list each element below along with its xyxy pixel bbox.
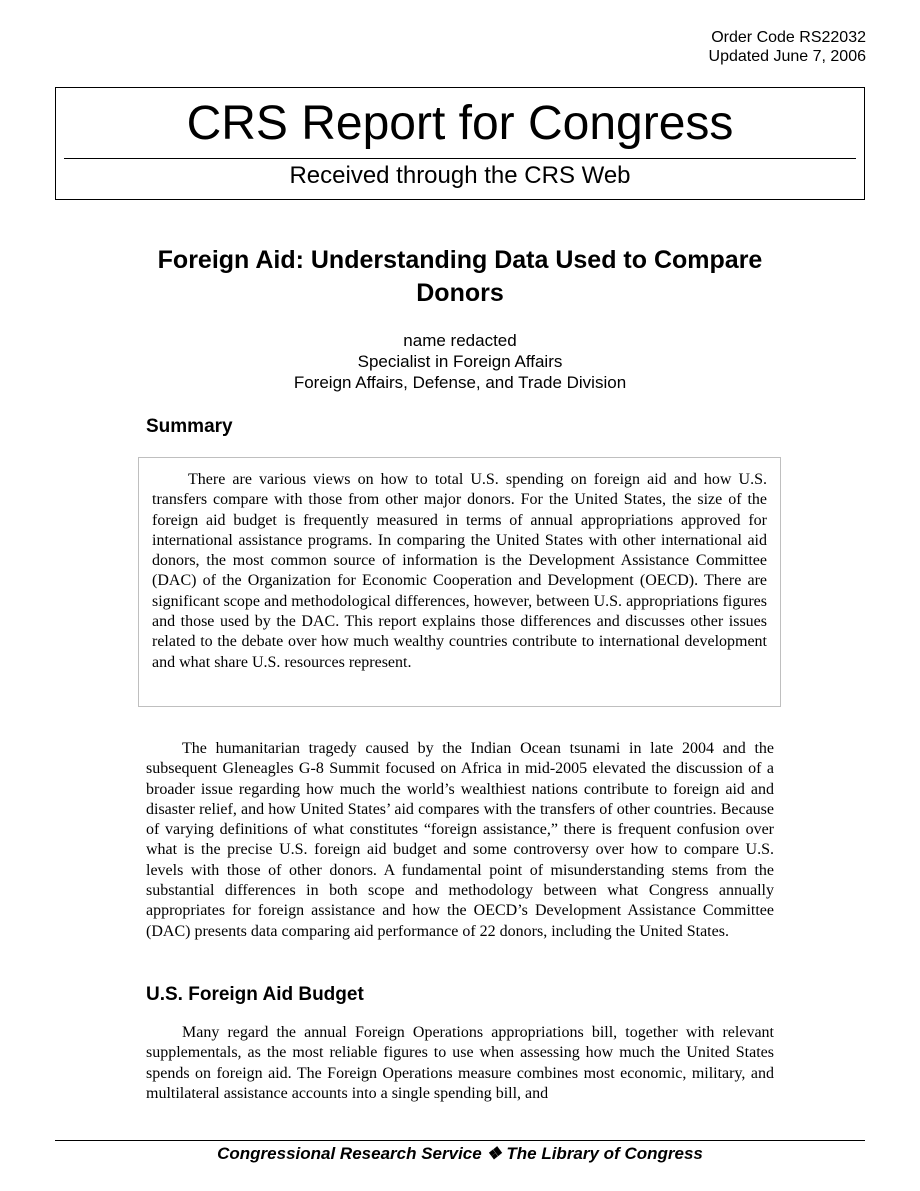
author-division: Foreign Affairs, Defense, and Trade Division bbox=[293, 373, 627, 392]
section-heading-budget: U.S. Foreign Aid Budget bbox=[146, 984, 364, 1005]
masthead-title: CRS Report for Congress bbox=[186, 97, 734, 150]
author-position: Specialist in Foreign Affairs bbox=[357, 352, 563, 371]
report-title: Foreign Aid: Understanding Data Used to Compare Donors bbox=[157, 246, 763, 307]
intro-paragraph: The humanitarian tragedy caused by the Indian Ocean tsunami in late 2004 and the subsequent Gleneagles G-8 Summit focused on Africa in mid-2005 elevated the discussion of a broader issue regarding how much the world’s wealthiest nations contribute to foreign aid and disaster relief, and how United States’ aid compares with the transfers of other countries. Because of varying definitions of what constitutes “foreign assistance,” there is frequent confusion over what is the precise U.S. foreign aid budget and some controversy over how to compare U.S. levels with those of other donors. A fundamental point of misunderstanding stems from the substantial differences in both scope and methodology between what Congress annually appropriates for foreign assistance and how the OECD’s Development Assistance Committee (DAC) presents data comparing aid performance of 22 donors, including the United States. bbox=[146, 740, 774, 940]
summary-box bbox=[138, 457, 781, 707]
author-block bbox=[120, 330, 800, 393]
footer-rule bbox=[55, 1140, 865, 1141]
summary-text: There are various views on how to total U.S. spending on foreign aid and how U.S. transfers compare with those from other major donors. For the United States, the size of the foreign aid budget is frequently measured in terms of annual appropriations approved for international assistance programs. In comparing the United States with other international aid donors, the most common source of information is the Development Assistance Committee (DAC) of the Organization for Economic Cooperation and Development (OECD). There are significant scope and methodological differences, however, between U.S. appropriations figures and those used by the DAC. This report explains those differences and discusses other issues related to the debate over how much wealthy countries contribute to international development and what share U.S. resources represent. bbox=[152, 471, 767, 671]
updated-date: Updated June 7, 2006 bbox=[708, 48, 866, 65]
budget-paragraph: Many regard the annual Foreign Operations appropriations bill, together with relevant supplementals, as the most reliable figures to use when assessing how much the United States spends on foreign aid. The Foreign Operations measure combines most economic, military, and multilateral assistance accounts into a single spending bill, and bbox=[146, 1024, 774, 1102]
footer-text: Congressional Research Service ❖ The Library of Congress bbox=[217, 1144, 703, 1163]
order-code: Order Code RS22032 bbox=[711, 29, 866, 46]
masthead-box bbox=[55, 87, 865, 200]
summary-heading: Summary bbox=[146, 416, 233, 437]
order-info bbox=[709, 28, 866, 66]
author-name: name redacted bbox=[403, 331, 517, 350]
masthead-rule bbox=[64, 158, 856, 159]
masthead-subtitle: Received through the CRS Web bbox=[289, 162, 631, 189]
